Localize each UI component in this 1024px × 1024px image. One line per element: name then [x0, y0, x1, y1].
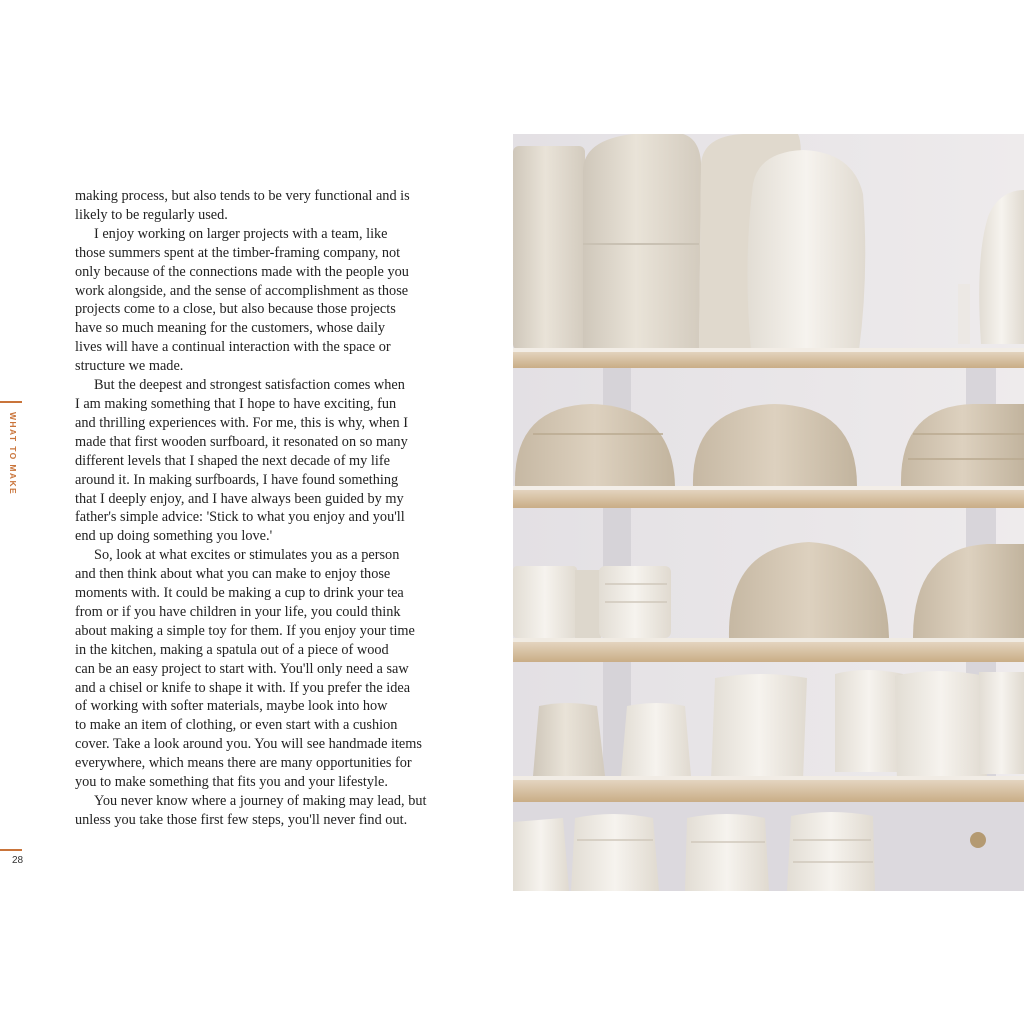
text-line: and thrilling experiences with. For me, this is why, when I	[75, 414, 409, 431]
page-number: 28	[12, 855, 24, 866]
text-line: and then think about what you can make to enjoy those	[75, 566, 391, 583]
text-line: structure we made.	[75, 358, 184, 375]
text-line: made that first wooden surfboard, it resonated on so many	[75, 433, 408, 450]
text-line: only because of the connections made with the people you	[75, 263, 409, 280]
text-line: I enjoy working on larger projects with a team, like	[94, 225, 388, 242]
body-text	[75, 187, 447, 830]
text-line: moments with. It could be making a cup to drink your tea	[75, 585, 404, 602]
text-line: lives will have a continual interaction with the space or	[75, 339, 391, 356]
text-line: projects come to a close, but also because those projects	[75, 301, 396, 318]
text-line: end up doing something you love.'	[75, 528, 273, 545]
text-line: But the deepest and strongest satisfaction comes when	[94, 377, 405, 394]
section-label: WHAT TO MAKE	[8, 412, 18, 496]
text-line: unless you take those first few steps, you'll never find out.	[75, 811, 408, 828]
text-line: from or if you have children in your life, you could think	[75, 603, 401, 620]
pottery-shelves-photo	[513, 134, 1024, 891]
text-line: cover. Take a look around you. You will see handmade items	[75, 736, 422, 753]
text-line: about making a simple toy for them. If you enjoy your time	[75, 622, 415, 639]
text-line: I am making something that I hope to have exciting, fun	[75, 395, 397, 412]
text-line: and a chisel or knife to shape it with. If you prefer the idea	[75, 679, 411, 696]
folio-rule	[0, 849, 22, 851]
text-line: you to make something that fits you and your lifestyle.	[75, 774, 388, 791]
text-line: likely to be regularly used.	[75, 206, 228, 223]
text-line: You never know where a journey of making may lead, but	[94, 793, 427, 809]
text-line: different levels that I shaped the next decade of my life	[75, 452, 390, 469]
text-line: those summers spent at the timber-framing company, not	[75, 244, 401, 261]
text-line: everywhere, which means there are many opportunities for	[75, 755, 412, 772]
text-line: making process, but also tends to be very functional and is	[75, 188, 410, 204]
text-line: have so much meaning for the customers, whose daily	[75, 320, 386, 337]
text-line: to make an item of clothing, or even start with a cushion	[75, 717, 398, 734]
text-line: can be an easy project to start with. You'll only need a saw	[75, 660, 409, 677]
text-line: of working with softer materials, maybe look into how	[75, 698, 388, 715]
text-line: So, look at what excites or stimulates you as a person	[94, 547, 400, 564]
text-line: that I deeply enjoy, and I have always been guided by my	[75, 490, 404, 507]
text-line: father's simple advice: 'Stick to what you enjoy and you'll	[75, 509, 405, 526]
text-line: work alongside, and the sense of accomplishment as those	[75, 282, 409, 299]
text-line: in the kitchen, making a spatula out of a piece of wood	[75, 641, 389, 658]
section-rule	[0, 401, 22, 403]
text-line: around it. In making surfboards, I have found something	[75, 471, 399, 488]
